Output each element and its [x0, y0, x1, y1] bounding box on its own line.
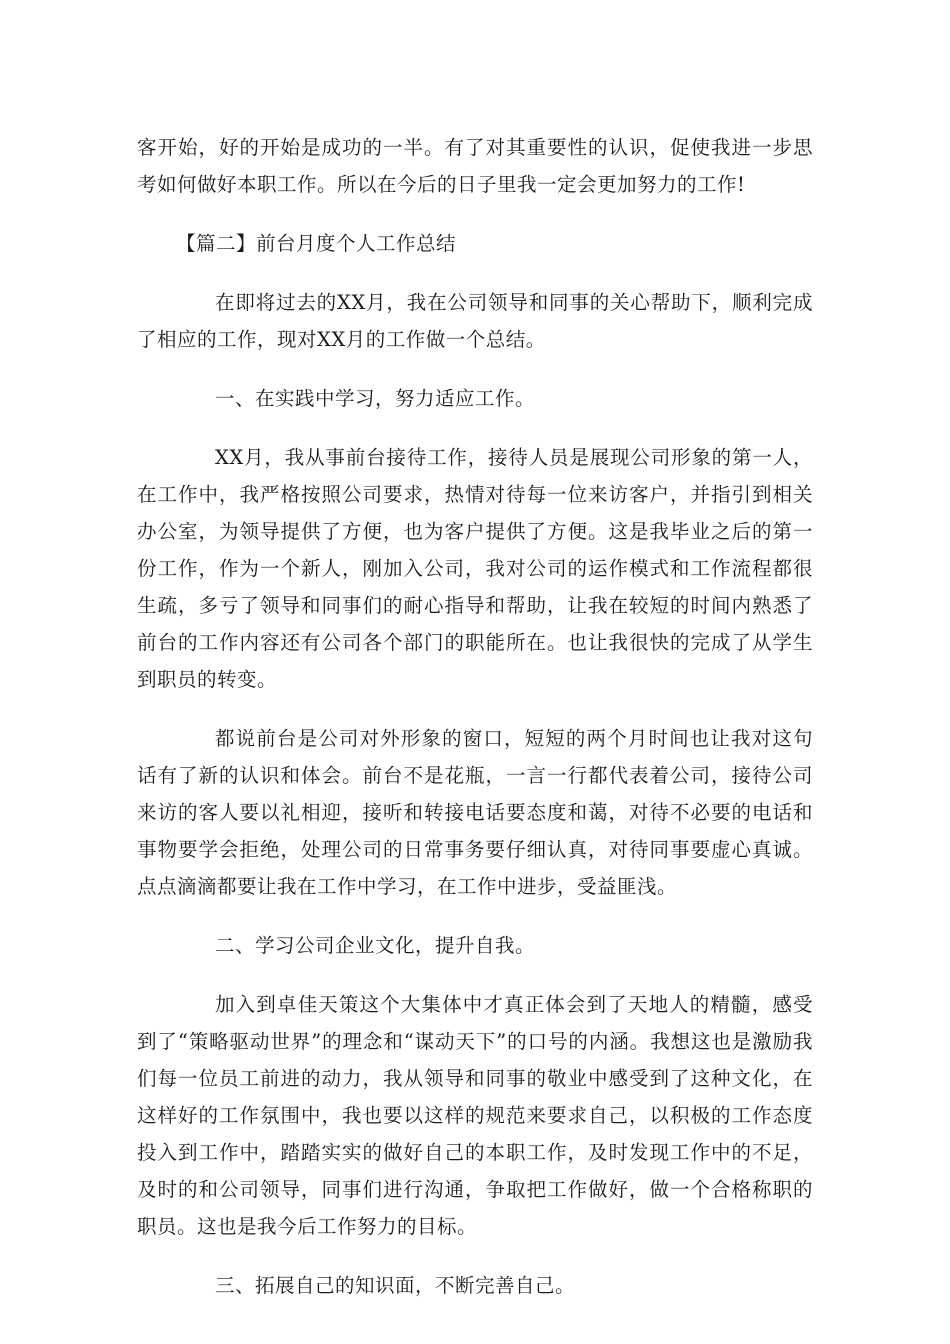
paragraph-continuation: 客开始，好的开始是成功的一半。有了对其重要性的认识，促使我进一步思考如何做好本职工作。所以在今后的日子里我一定会更加努力的工作!	[137, 136, 813, 196]
document-body	[137, 129, 813, 1326]
paragraph-front-desk-window: 都说前台是公司对外形象的窗口，短短的两个月时间也让我对这句话有了新的认识和体会。前台不是花瓶，一言一行都代表着公司，接待公司来访的客人要以礼相迎，接听和转接电话要态度和蔼，对待不必要的电话和事物要学会拒绝，处理公司的日常事务要仔细认真，对待同事要虚心真诚。点点滴滴都要让我在工作中学习，在工作中进步，受益匪浅。	[137, 727, 813, 898]
subheading-three: 三、拓展自己的知识面，不断完善自己。	[215, 1274, 576, 1297]
paragraph-corporate-culture: 加入到卓佳天策这个大集体中才真正体会到了天地人的精髓，感受到了“策略驱动世界”的理念和“谋动天下”的口号的内涵。我想这也是激励我们每一位员工前进的动力，我从领导和同事的敬业中感受到了这种文化，在这样好的工作氛围中，我也要以这样的规范来要求自己，以积极的工作态度投入到工作中，踏踏实实的做好自己的本职工作，及时发现工作中的不足，及时的和公司领导，同事们进行沟通，争取把工作做好，做一个合格称职的职员。这也是我今后工作努力的目标。	[137, 993, 813, 1238]
section-title: 【篇二】前台月度个人工作总结	[176, 232, 457, 255]
paragraph-reception-work: XX月，我从事前台接待工作，接待人员是展现公司形象的第一人，在工作中，我严格按照公司要求，热情对待每一位来访客户，并指引到相关办公室，为领导提供了方便，也为客户提供了方便。这是我毕业之后的第一份工作，作为一个新人，刚加入公司，我对公司的运作模式和工作流程都很生疏，多亏了领导和同事们的耐心指导和帮助，让我在较短的时间内熟悉了前台的工作内容还有公司各个部门的职能所在。也让我很快的完成了从学生到职员的转变。	[137, 446, 813, 691]
subheading-two: 二、学习公司企业文化，提升自我。	[215, 934, 536, 957]
subheading-one: 一、在实践中学习，努力适应工作。	[215, 387, 536, 410]
paragraph-intro: 在即将过去的XX月，我在公司领导和同事的关心帮助下，顺利完成了相应的工作，现对XX月的工作做一个总结。	[137, 291, 813, 351]
